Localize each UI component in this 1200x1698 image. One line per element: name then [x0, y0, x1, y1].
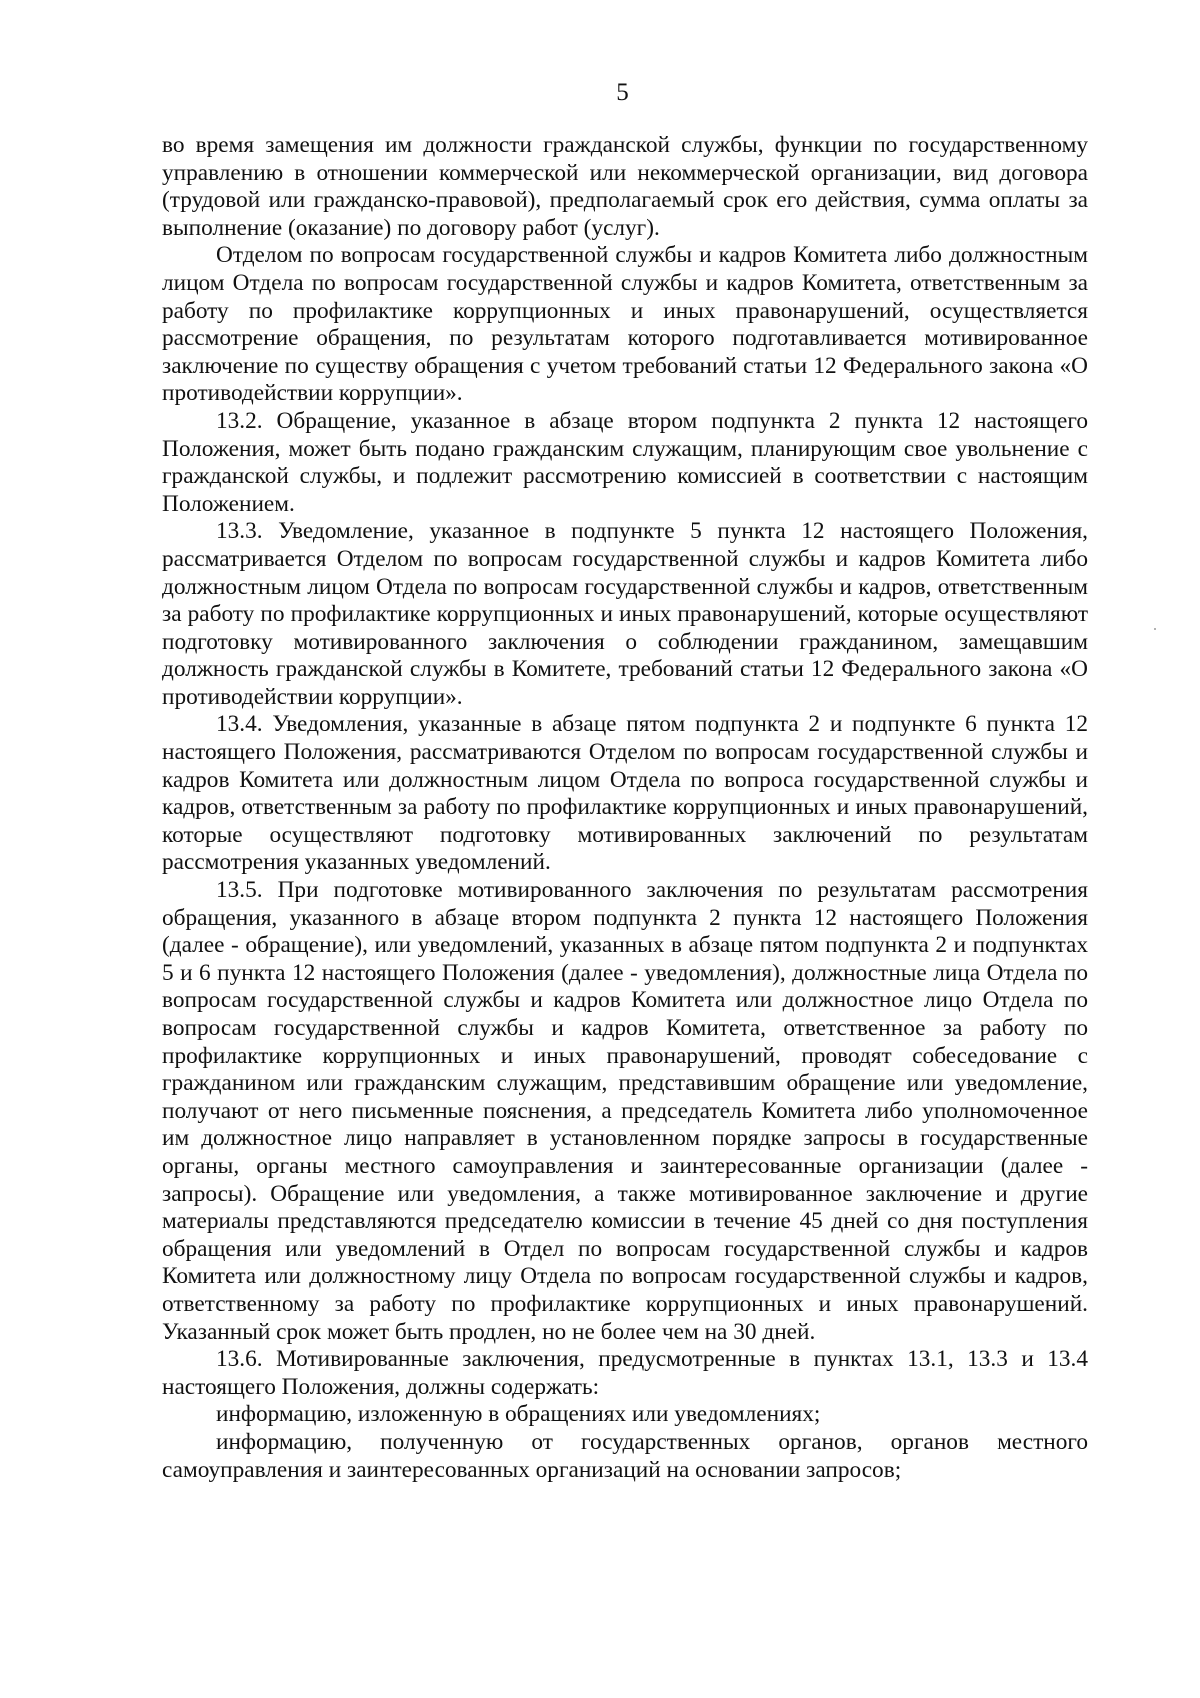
paragraph-department-review: Отделом по вопросам государственной службы и кадров Комитета либо должностным лицом Отдела по вопросам государственной службы и кадров Комитета, ответственным за работу по профилактике коррупционных и иных правонарушений, осуществляется рассмотрение обращения, по результатам которого подготавливается мотивированное заключение по существу обращения с учетом требований статьи 12 Федерального закона «О противодействии коррупции».	[162, 242, 1088, 407]
paragraph-13-5: 13.5. При подготовке мотивированного заключения по результатам рассмотрения обращения, указанного в абзаце втором подпункта 2 пункта 12 настоящего Положения (далее - обращение), или уведомлений, указанных в абзаце пятом подпункта 2 и подпунктах 5 и 6 пункта 12 настоящего Положения (далее - уведомления), должностные лица Отдела по вопросам государственной службы и кадров Комитета или должностное лицо Отдела по вопросам государственной службы и кадров Комитета, ответственное за работу по профилактике коррупционных и иных правонарушений, проводят собеседование с гражданином или гражданским служащим, представившим обращение или уведомление, получают от него письменные пояснения, а председатель Комитета либо уполномоченное им должностное лицо направляет в установленном порядке запросы в государственные органы, органы местного самоуправления и заинтересованные организации (далее - запросы). Обращение или уведомления, а также мотивированное заключение и другие материалы представляются председателю комиссии в течение 45 дней со дня поступления обращения или уведомлений в Отдел по вопросам государственной службы и кадров Комитета или должностному лицу Отдела по вопросам государственной службы и кадров, ответственному за работу по профилактике коррупционных и иных правонарушений. Указанный срок может быть продлен, но не более чем на 30 дней.	[162, 877, 1088, 1345]
paragraph-13-4: 13.4. Уведомления, указанные в абзаце пятом подпункта 2 и подпункте 6 пункта 12 настоящего Положения, рассматриваются Отделом по вопросам государственной службы и кадров Комитета или должностным лицом Отдела по вопроса государственной службы и кадров, ответственным за работу по профилактике коррупционных и иных правонарушений, которые осуществляют подготовку мотивированных заключений по результатам рассмотрения указанных уведомлений.	[162, 711, 1088, 876]
paragraph-13-3: 13.3. Уведомление, указанное в подпункте 5 пункта 12 настоящего Положения, рассматривается Отделом по вопросам государственной службы и кадров Комитета либо должностным лицом Отдела по вопросам государственной службы и кадров, ответственным за работу по профилактике коррупционных и иных правонарушений, которые осуществляют подготовку мотивированного заключения о соблюдении гражданином, замещавшим должность гражданской службы в Комитете, требований статьи 12 Федерального закона «О противодействии коррупции».	[162, 518, 1088, 710]
paragraph-13-2: 13.2. Обращение, указанное в абзаце втором подпункта 2 пункта 12 настоящего Положения, может быть подано гражданским служащим, планирующим свое увольнение с гражданской службы, и подлежит рассмотрению комиссией в соответствии с настоящим Положением.	[162, 407, 1088, 517]
document-body	[162, 132, 1088, 1484]
scan-speck	[1154, 628, 1156, 630]
list-item-information-from-agencies: информацию, полученную от государственных органов, органов местного самоуправления и заинтересованных организаций на основании запросов;	[162, 1428, 1088, 1483]
list-item-information-in-appeals: информацию, изложенную в обращениях или уведомлениях;	[216, 1401, 821, 1428]
paragraph-continuation: во время замещения им должности гражданской службы, функции по государственному управлению в отношении коммерческой или некоммерческой организации, вид договора (трудовой или гражданско-правовой), предполагаемый срок его действия, сумма оплаты за выполнение (оказание) по договору работ (услуг).	[162, 132, 1088, 241]
paragraph-13-6: 13.6. Мотивированные заключения, предусмотренные в пунктах 13.1, 13.3 и 13.4 настоящего Положения, должны содержать:	[162, 1346, 1088, 1400]
page-number: 5	[616, 79, 629, 106]
